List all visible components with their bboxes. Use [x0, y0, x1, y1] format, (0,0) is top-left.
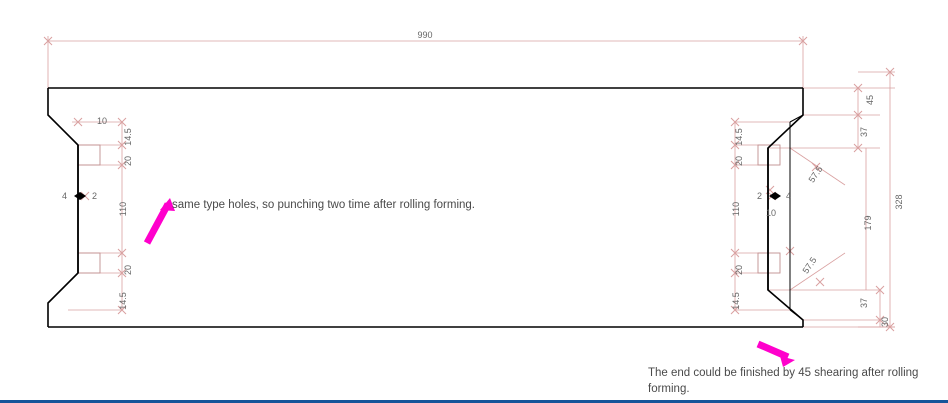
- right-flange-detail: [790, 115, 803, 320]
- dim-right-110: 110: [731, 201, 741, 217]
- dim-left-hole-4: 4: [62, 191, 68, 201]
- dim-overall-length: 990: [417, 30, 433, 40]
- dim-right-hole-2: 2: [757, 191, 763, 201]
- dim-overall-height: 328: [894, 194, 904, 210]
- dim-left-14-5-top: 14.5: [123, 128, 133, 146]
- dim-right-20-bottom: 20: [734, 264, 744, 276]
- arrow-to-holes: [147, 198, 175, 243]
- dim-right-37-bottom: 37: [859, 297, 869, 309]
- dim-left-top-10: 10: [97, 116, 108, 126]
- dim-right-angle-top: 57.5: [806, 164, 825, 185]
- dim-right-14-5-top: 14.5: [734, 128, 744, 146]
- dim-right-179: 179: [863, 215, 873, 231]
- note-end: The end could be finished by 45 shearing after rolling forming.: [648, 367, 919, 395]
- dim-right-14-5-bottom: 14.5: [731, 292, 741, 310]
- dim-left-110: 110: [118, 201, 128, 217]
- dimension-text-group: [62, 30, 904, 327]
- dim-right-angle-bottom: 57.5: [800, 255, 819, 276]
- dim-left-hole-2: 2: [92, 191, 98, 201]
- arrow-to-end: [758, 344, 795, 367]
- dimension-ticks: [44, 37, 894, 331]
- dim-left-20-bottom: 20: [123, 264, 133, 276]
- callout-arrows: [147, 198, 795, 367]
- dim-right-45: 45: [865, 94, 875, 106]
- dim-right-hole-4: 4: [786, 191, 792, 201]
- dim-right-30: 30: [880, 316, 890, 328]
- dim-left-14-5-bottom: 14.5: [118, 292, 128, 310]
- dim-right-37-top: 37: [859, 126, 869, 138]
- dim-right-10: 10: [766, 208, 777, 218]
- dim-right-20-top: 20: [734, 155, 744, 167]
- dim-left-20-top: 20: [123, 155, 133, 167]
- note-holes: same type holes, so punching two time after rolling forming.: [172, 199, 475, 211]
